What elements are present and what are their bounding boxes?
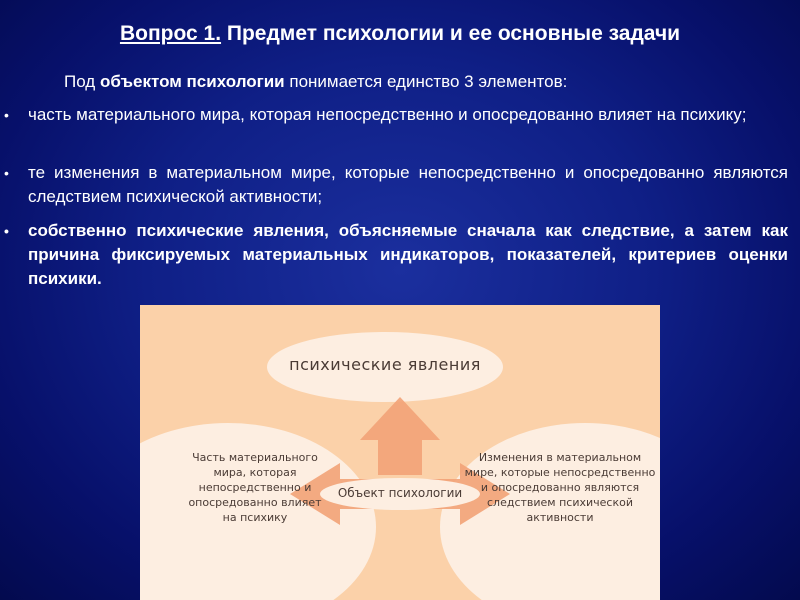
psychic-phenomena-label: психические явления [289, 355, 481, 374]
intro-suffix: понимается единство 3 элементов: [284, 72, 568, 91]
bullet-item-2 [4, 161, 788, 209]
bullet-mark: • [4, 223, 9, 239]
question-label: Вопрос 1. [119, 22, 222, 45]
bullet-mark: • [4, 165, 9, 181]
bullet-text-2: те изменения в материальном мире, которые непосредственно и опосредованно являются следствием психической активности; [28, 163, 788, 206]
object-diagram [140, 305, 660, 600]
bullet-item-3 [4, 219, 788, 291]
bullet-mark: • [4, 107, 9, 123]
intro-text [64, 72, 784, 92]
bullet-item-1 [4, 103, 788, 127]
material-world-part-label: Часть материального мира, которая непосредственно и опосредованно влияет на психику [188, 451, 322, 524]
psychology-object-label: Объект психологии [337, 486, 463, 500]
slide-title [0, 22, 800, 46]
bullet-text-1: часть материального мира, которая непосредственно и опосредованно влияет на психику; [28, 105, 747, 124]
bullet-text-3: собственно психические явления, объясняемые сначала как следствие, а затем как причина фиксируемых материальных индикаторов, показателей, критериев оценки психики. [28, 221, 788, 288]
intro-prefix: Под [64, 72, 100, 91]
title-text: Предмет психологии и ее основные задачи [221, 22, 681, 45]
material-world-changes-label: Изменения в материальном мире, которые непосредственно и опосредованно являются следствием психической активности [464, 451, 656, 524]
up-arrow [360, 397, 440, 475]
intro-bold: объектом психологии [99, 72, 285, 91]
